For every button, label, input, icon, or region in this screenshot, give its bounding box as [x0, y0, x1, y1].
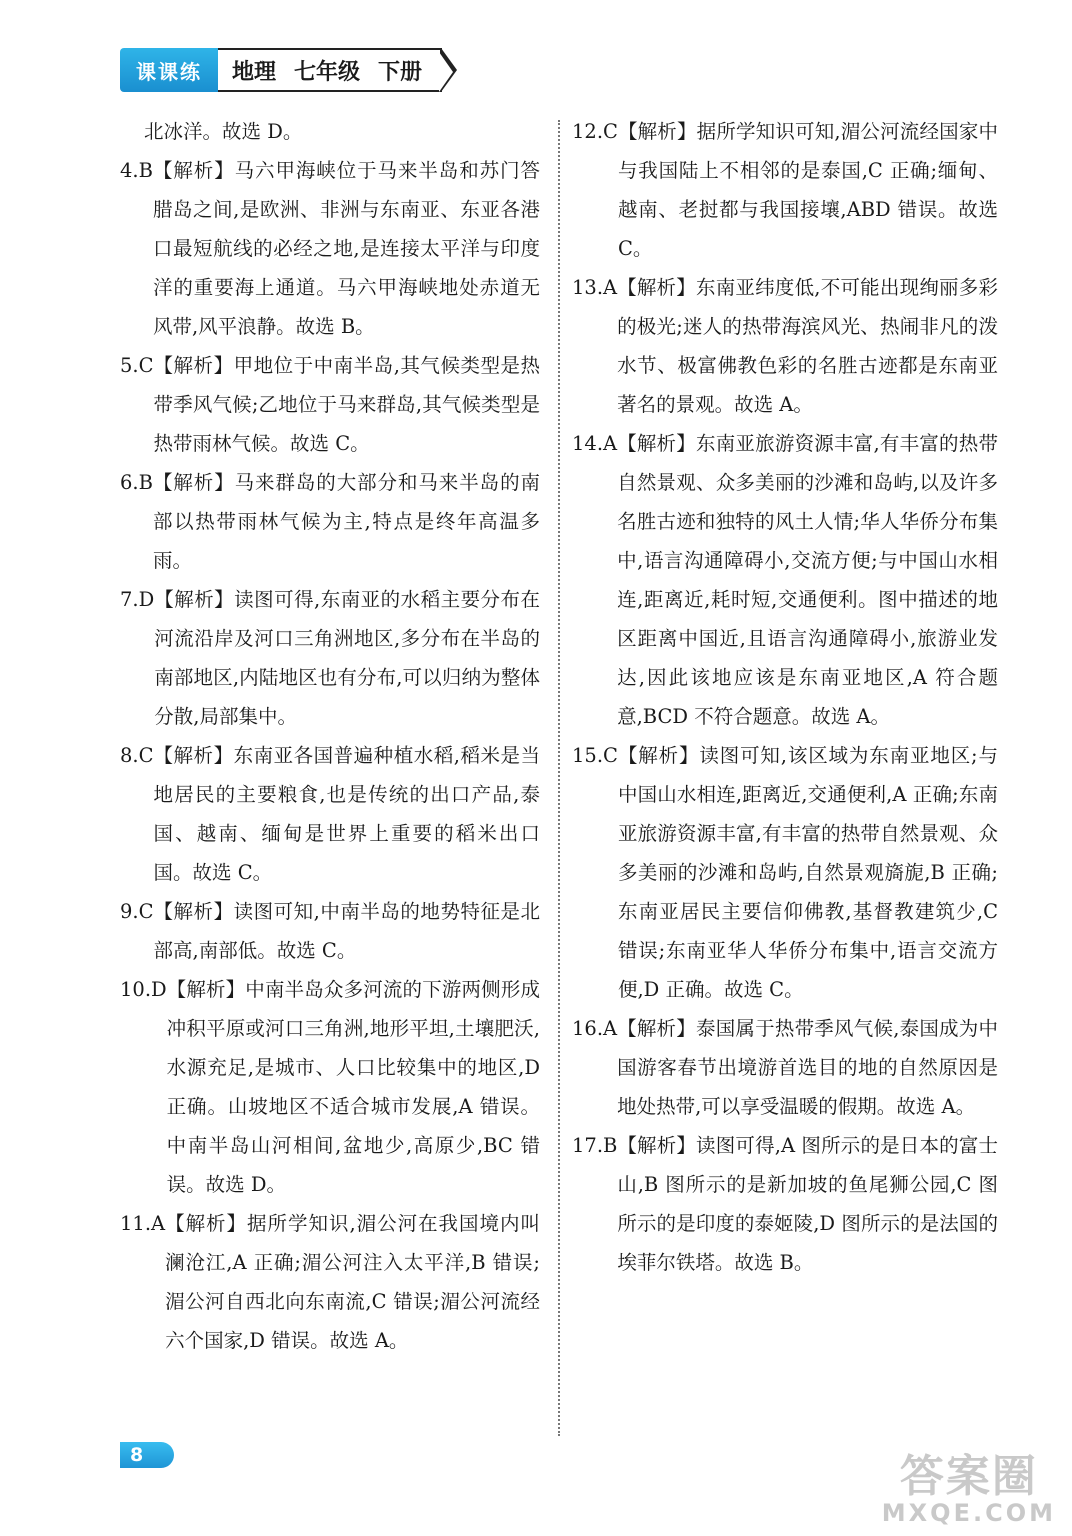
answer-explanation: 【解析】读图可得,东南亚的水稻主要分布在河流沿岸及河口三角洲地区,多分布在半岛的南部地区,内陆地区也有分布,可以归纳为整体分散,局部集中。	[154, 588, 540, 728]
grade-label: 七年级	[294, 59, 361, 85]
left-column	[120, 112, 540, 1360]
answer-number: 16.A	[572, 1017, 618, 1040]
answer-item	[120, 151, 540, 346]
series-brand: 课课练	[120, 48, 218, 92]
answer-number: 9.C	[120, 900, 154, 923]
answer-explanation: 【解析】东南亚纬度低,不可能出现绚丽多彩的极光;迷人的热带海滨风光、热闹非凡的泼水节、极富佛教色彩的名胜古迹都是东南亚著名的景观。故选 A。	[617, 276, 998, 416]
answer-item	[572, 1126, 998, 1282]
page-number-badge	[120, 1442, 174, 1468]
answer-number: 5.C	[120, 354, 154, 377]
answer-item	[120, 1204, 540, 1360]
answer-number: 15.C	[572, 744, 618, 767]
right-column	[572, 112, 998, 1282]
answer-explanation: 【解析】中南半岛众多河流的下游两侧形成冲积平原或河口三角洲,地形平坦,土壤肥沃,水源充足,是城市、人口比较集中的地区,D 正确。山坡地区不适合城市发展,A 错误。中南半岛山河相间,盆地少,高原少,BC 错误。故选 D。	[166, 978, 540, 1196]
watermark-logo-text: 答案圈	[899, 1451, 1038, 1502]
answer-explanation: 【解析】读图可得,A 图所示的是日本的富士山,B 图所示的是新加坡的鱼尾狮公园,C 图所示的是印度的泰姬陵,D 图所示的是法国的埃菲尔铁塔。故选 B。	[617, 1134, 998, 1274]
page-number: 8	[130, 1444, 144, 1466]
watermark-url: MXQE.COM	[881, 1499, 1056, 1527]
answer-item	[120, 736, 540, 892]
volume-label: 下册	[378, 59, 423, 85]
answer-number: 8.C	[120, 744, 154, 767]
answer-explanation: 【解析】泰国属于热带季风气候,泰国成为中国游客春节出境游首选目的地的自然原因是地处热带,可以享受温暖的假期。故选 A。	[617, 1017, 998, 1118]
answer-item	[120, 580, 540, 736]
column-divider	[558, 120, 560, 1436]
answer-explanation: 【解析】东南亚旅游资源丰富,有丰富的热带自然景观、众多美丽的沙滩和岛屿,以及许多名胜古迹和独特的风土人情;华人华侨分布集中,语言沟通障碍小,交流方便;与中国山水相连,距离近,耗时短,交通便利。图中描述的地区距离中国近,且语言沟通障碍小,旅游业发达,因此该地应该是东南亚地区,A 符合题意,BCD 不符合题意。故选 A。	[617, 432, 998, 728]
answer-item	[572, 112, 998, 268]
answer-explanation: 【解析】马来群岛的大部分和马来半岛的南部以热带雨林气候为主,特点是终年高温多雨。	[152, 471, 540, 572]
answer-explanation: 【解析】东南亚各国普遍种植水稻,稻米是当地居民的主要粮食,也是传统的出口产品,泰国、越南、缅甸是世界上重要的稻米出口国。故选 C。	[153, 744, 540, 884]
answer-item	[120, 463, 540, 580]
subject-label: 地理	[232, 59, 277, 85]
subject-banner	[218, 48, 442, 92]
answer-number: 14.A	[572, 432, 618, 455]
answer-item	[120, 346, 540, 463]
answer-explanation: 【解析】甲地位于中南半岛,其气候类型是热带季风气候;乙地位于马来群岛,其气候类型是热带雨林气候。故选 C。	[153, 354, 540, 455]
answer-number: 7.D	[120, 588, 155, 611]
answer-explanation: 【解析】读图可知,该区域为东南亚地区;与中国山水相连,距离近,交通便利,A 正确;东南亚旅游资源丰富,有丰富的热带自然景观、众多美丽的沙滩和岛屿,自然景观旖旎,B 正确;东南亚居民主要信仰佛教,基督教建筑少,C 错误;东南亚华人华侨分布集中,语言交流方便,D 正确。故选 C。	[617, 744, 998, 1001]
answer-explanation: 【解析】读图可知,中南半岛的地势特征是北部高,南部低。故选 C。	[153, 900, 540, 962]
answer-item	[572, 736, 998, 1009]
answer-explanation: 【解析】据所学知识,湄公河在我国境内叫澜沧江,A 正确;湄公河注入太平洋,B 错误;湄公河自西北向东南流,C 错误;湄公河流经六个国家,D 错误。故选 A。	[165, 1212, 540, 1352]
answer-number: 17.B	[572, 1134, 618, 1157]
answer-item	[120, 892, 540, 970]
answer-explanation: 【解析】马六甲海峡位于马来半岛和苏门答腊岛之间,是欧洲、非洲与东南亚、东亚各港口最短航线的必经之地,是连接太平洋与印度洋的重要海上通道。马六甲海峡地处赤道无风带,风平浪静。故选 B。	[152, 159, 540, 338]
answer-item	[572, 268, 998, 424]
answer-number: 11.A	[120, 1212, 166, 1235]
page-header	[120, 48, 457, 92]
answer-item	[572, 424, 998, 736]
answer-number: 12.C	[572, 120, 618, 143]
answer-explanation: 【解析】据所学知识可知,湄公河流经国家中与我国陆上不相邻的是泰国,C 正确;缅甸、越南、老挝都与我国接壤,ABD 错误。故选 C。	[617, 120, 998, 260]
site-watermark	[881, 1451, 1056, 1527]
continued-answer: 北冰洋。故选 D。	[144, 120, 303, 143]
answer-number: 6.B	[120, 471, 153, 494]
answer-item	[572, 1009, 998, 1126]
answer-item	[120, 970, 540, 1204]
answer-number: 10.D	[120, 978, 167, 1001]
answer-number: 4.B	[120, 159, 153, 182]
answer-number: 13.A	[572, 276, 618, 299]
